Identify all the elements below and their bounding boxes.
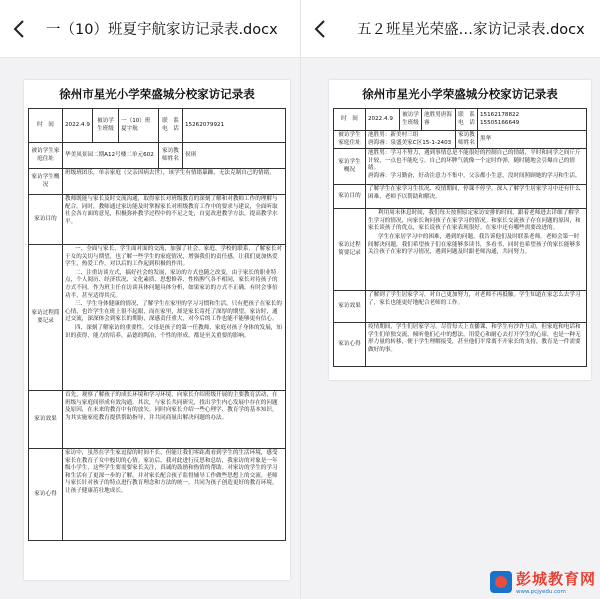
site-watermark-logo [490,568,596,595]
value-purpose: 教师既能与家长及时交流沟通，取得家长对班级教育的深刻了解和对教师工作的理解与配合。同时，教师通过家访能及时掌握家长对班级教育工作中的要求与建议，全面听取社会各方面的意见，积极弥补教学过程中的不足之处，自觉改进教学方法，提高教学水平。 [63,195,286,245]
process-paragraph: 四、深刻了解家访的重要性。父母是孩子的第一任教师，家庭对孩子身体的发展，知识的获得，能力的培养，品德的陶冶，个性的形成，都是至关重要的影响。 [65,324,282,339]
doc-heading-left: 徐州市星光小学荣盛城分校家访记录表 [59,87,255,101]
process-paragraph: 学生在家居学习中的困难，遇到的问题，我告诉他们及时联系老师。老师会第一时间解决问题，我们希望孩子们在家能够多读书，多看书，同时也希望孩子的家长能够多关注孩子在家的学习情况，遇到问题及时跟老师沟通，共同努力。 [368,233,581,256]
label-effect: 家访效果 [29,391,63,449]
value-process [366,209,587,291]
site-logo-text [516,568,596,595]
label-feeling: 家访心得 [334,323,366,367]
value-overview: 池胜男：学习不努力，遇到事情总是不能很好的控制自己的情绪，平时和同学之间斤斤计较，一点也不能吃亏。自己的坏脾气就像一个定时炸弹，随时随地会引爆自己的情绪。 唐海睿：学习勤奋，好动注意力不集中，父亲都小生意，没时间照顾她的学习和生活。 [366,149,587,185]
back-button-right[interactable] [309,15,331,43]
process-paragraph: 二、注重访谈方式，搞好社会的发展，家访的方式也随之改变，由于家长的职业特点，个人阅历、经济状况、文化素质、思想修养、性格脾气各不相同，家长对待孩子的方式不同。作为班主任在访谈具体问题具体分析，如果家访的方式不正确，有时会事倍功半，甚至适得其反。 [65,269,278,299]
document-page-right[interactable] [329,80,591,380]
process-paragraph: 一、全面与家长、学生面对面的交流，加强了社会、家庭、学校的联系，了解家长对于女的关切与期望，也了解一些学生的家庭情况，增强我们的责任感，让我们更加热爱学生，热爱工作，对以后的工作起到积极的作用。 [65,246,282,268]
label-teacher: 家访教师姓名 [456,131,478,149]
left-top-bar [0,0,300,58]
value-feeling: 家访中，虽然在学生家逗留的时间不长，但能让我们零距离看到学生的生活环境，感受家长在教育子女中般切的心情。家访后，我对此进行反思和总结，我家访的对象是一年级小学生，这些学生要需要家长关注，真诚的鼓励和热情的帮助。对家访的学生的学习和生活有了更深一步的了解，并对家长配合孩子监督辅导工作做些思想上的交流。老师与家长针对孩子的特点进行教育理念和方法的统一，共同为孩子创造更好的教育环境，让孩子健康茁壮地成长。 [63,449,286,541]
site-url: www.pcjyedu.com [515,589,566,595]
label-address: 被访学生家庭住址 [334,131,366,149]
site-name: 彭城教育网 [515,570,596,588]
label-address: 被访学生家庭住址 [29,143,63,169]
value-effect: 了解到了学生居家学习，对自己更加努力，对老师不再抵触。学生知道在家怎么去学习了，家长也能更好地配合老师的工作。 [366,291,587,323]
process-paragraph: 利用周末休息时间，我们每天按照原定家访安排的时间，跟着老师进去详细了解学生学习的情况，向家长询问孩子在家学习的情况。和家长交流孩子存在问题的原因，和家长谈孩子的优点，家长说孩子在家表现很好。在家中还有哪些需要改进的。 [368,210,581,232]
label-effect: 家访效果 [334,291,366,323]
label-overview: 家访学生概况 [334,149,366,185]
value-address: 池胜男：新美村三组 唐海睿：泉盛美家C区15-1-2403 [366,131,456,149]
value-overview: 班级班团乐，单亲家庭（父亲因病去世），该学生有情绪暴躁，无法克制自己的情绪。 [63,169,286,195]
chevron-left-icon [314,19,326,39]
right-top-bar [301,0,600,58]
document-page-left[interactable] [24,80,290,580]
label-purpose: 家访目的 [334,185,366,209]
value-purpose: 了解学生在家学习生状况、疫情期间，停课不停学，深入了解学生居家学习中还有什么困难，老师予以帮助和解决。 [366,185,587,209]
value-feeling: 疫情期间，学生们居家学习，尽管每天上直播课，和学生有沙许互动，但家庭和电话和学生们单独交流，倾听他们心中的想法，用爱心和耐心去打开学生的心扉，也是一种无形力量的转移，便于学生理解接受，甚至他们平常离不开家长的支持，教育是一件需要做好的事。 [366,323,587,367]
back-button-left[interactable] [8,15,30,43]
value-phone: 15162178822 15505166649 [478,109,587,131]
value-process [63,245,286,391]
label-time: 时 间 [29,109,63,143]
visit-record-table-right [333,108,587,367]
value-class-name: 一（10）班夏宇航 [119,109,159,143]
label-purpose: 家访目的 [29,195,63,245]
label-time: 时 间 [334,109,366,131]
label-feeling: 家访心得 [29,449,63,541]
label-class: 被访学生班级 [400,109,422,131]
label-process: 家访过程简要记录 [29,245,63,391]
document-title-left: 一（10）班夏宇航家访记录表.docx [46,22,278,38]
value-class-name: 池胜男唐海睿 [422,109,456,131]
label-process: 家访过程简要记录 [334,209,366,291]
chevron-left-icon [13,19,25,39]
document-title-right: 五２班星光荣盛…家访记录表.docx [357,22,585,38]
value-effect: 首先，观察了解孩子的成长环境和学习环境，向家长介绍班级开展的主要教育活动，在班级与家庭间形成有效沟通。其次，与家长共同研究，找出学生内心发展中存在的问题及原因，在未来的教育中有的放矢。同时向家长介绍一些心理学、教育学的基本知识，为其实施家庭教育提供帮助指导，并共同商量出解决问题的办法。 [63,391,286,449]
visit-record-table-left [28,108,286,541]
label-overview: 家访学生概况 [29,169,63,195]
value-teacher: 黑华 [478,131,587,149]
label-phone: 联 系 电 话 [456,109,478,131]
value-phone: 15262079921 [183,109,286,143]
label-teacher: 家访教师姓名 [159,143,183,169]
value-teacher: 侯琪 [183,143,286,169]
label-phone: 联 系 电 话 [159,109,183,143]
right-pane [300,0,600,599]
doc-heading-right: 徐州市星光小学荣盛城分校家访记录表 [362,87,558,101]
value-address: 华美凤景园二期A12号楼二单元602 [63,143,159,169]
label-class: 被访学生班级 [93,109,119,143]
site-logo-icon [490,571,512,593]
process-paragraph: 三、学生身体健康的情况，了解学生在家里的学习习惯和生活，只有把孩子在家长的心情，也许学生在班上很不起眼，而在家里，却是家长寄托了深厚的期望，家访时，通过交流，深深体会到家长的期盼，深感责任重大，对今后的工作也能不能够更有信心。 [65,301,282,323]
value-date: 2022.4.9 [366,109,400,131]
value-date: 2022.4.9 [63,109,93,143]
